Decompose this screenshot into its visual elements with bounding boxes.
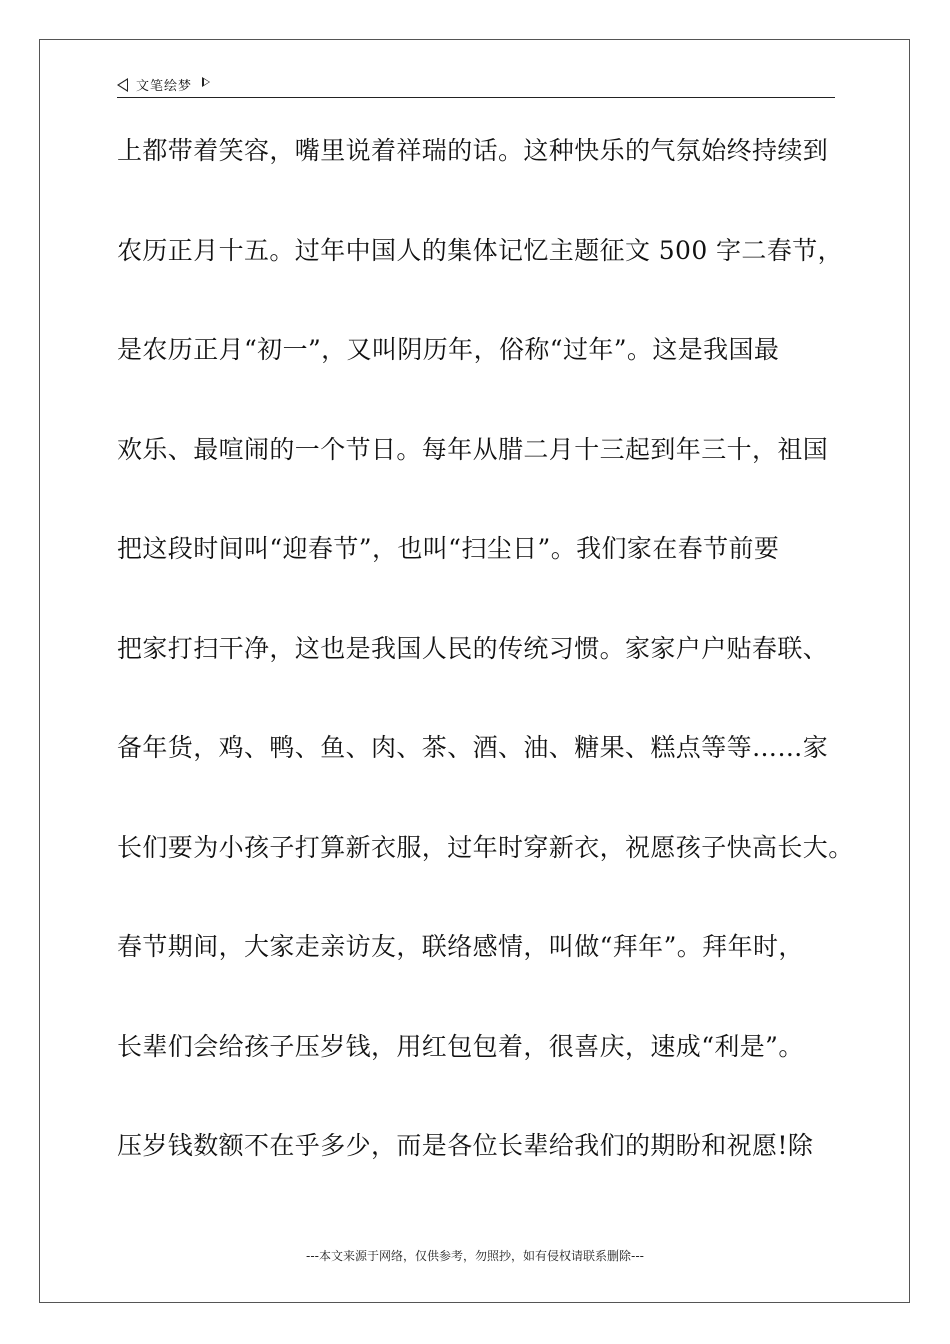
text-line: 把家打扫干净，这也是我国人民的传统习惯。家家户户贴春联、 — [117, 633, 829, 663]
page-header — [117, 72, 835, 98]
triangle-right-icon — [202, 77, 210, 87]
body-text — [117, 128, 877, 1223]
triangle-left-icon — [117, 78, 128, 92]
text-line: 压岁钱数额不在乎多少，而是各位长辈给我们的期盼和祝愿!除 — [117, 1131, 814, 1160]
text-line: 把这段时间叫“迎春节”，也叫“扫尘日”。我们家在春节前要 — [117, 534, 780, 563]
text-line: 农历正月十五。过年中国人的集体记忆主题征文 500 字二春节， — [117, 235, 844, 265]
text-line: 是农历正月“初一”，又叫阴历年，俗称“过年”。这是我国最 — [117, 335, 780, 364]
text-line: 欢乐、最喧闹的一个节日。每年从腊二月十三起到年三十，祖国 — [117, 434, 829, 464]
header-brand: 文笔绘梦 — [136, 79, 193, 94]
text-line: 长辈们会给孩子压岁钱，用红包包着，很喜庆，速成“利是”。 — [117, 1031, 804, 1061]
footer-notice: ---本文来源于网络，仅供参考，勿照抄，如有侵权请联系删除--- — [306, 1249, 644, 1263]
text-line: 备年货，鸡、鸭、鱼、肉、茶、酒、油、糖果、糕点等等……家 — [117, 733, 829, 762]
text-line: 上都带着笑容，嘴里说着祥瑞的话。这种快乐的气氛始终持续到 — [117, 136, 829, 165]
text-line: 春节期间，大家走亲访友，联络感情，叫做“拜年”。拜年时， — [117, 932, 804, 961]
text-line: 长们要为小孩子打算新衣服，过年时穿新衣，祝愿孩子快高长大。 — [117, 832, 854, 862]
